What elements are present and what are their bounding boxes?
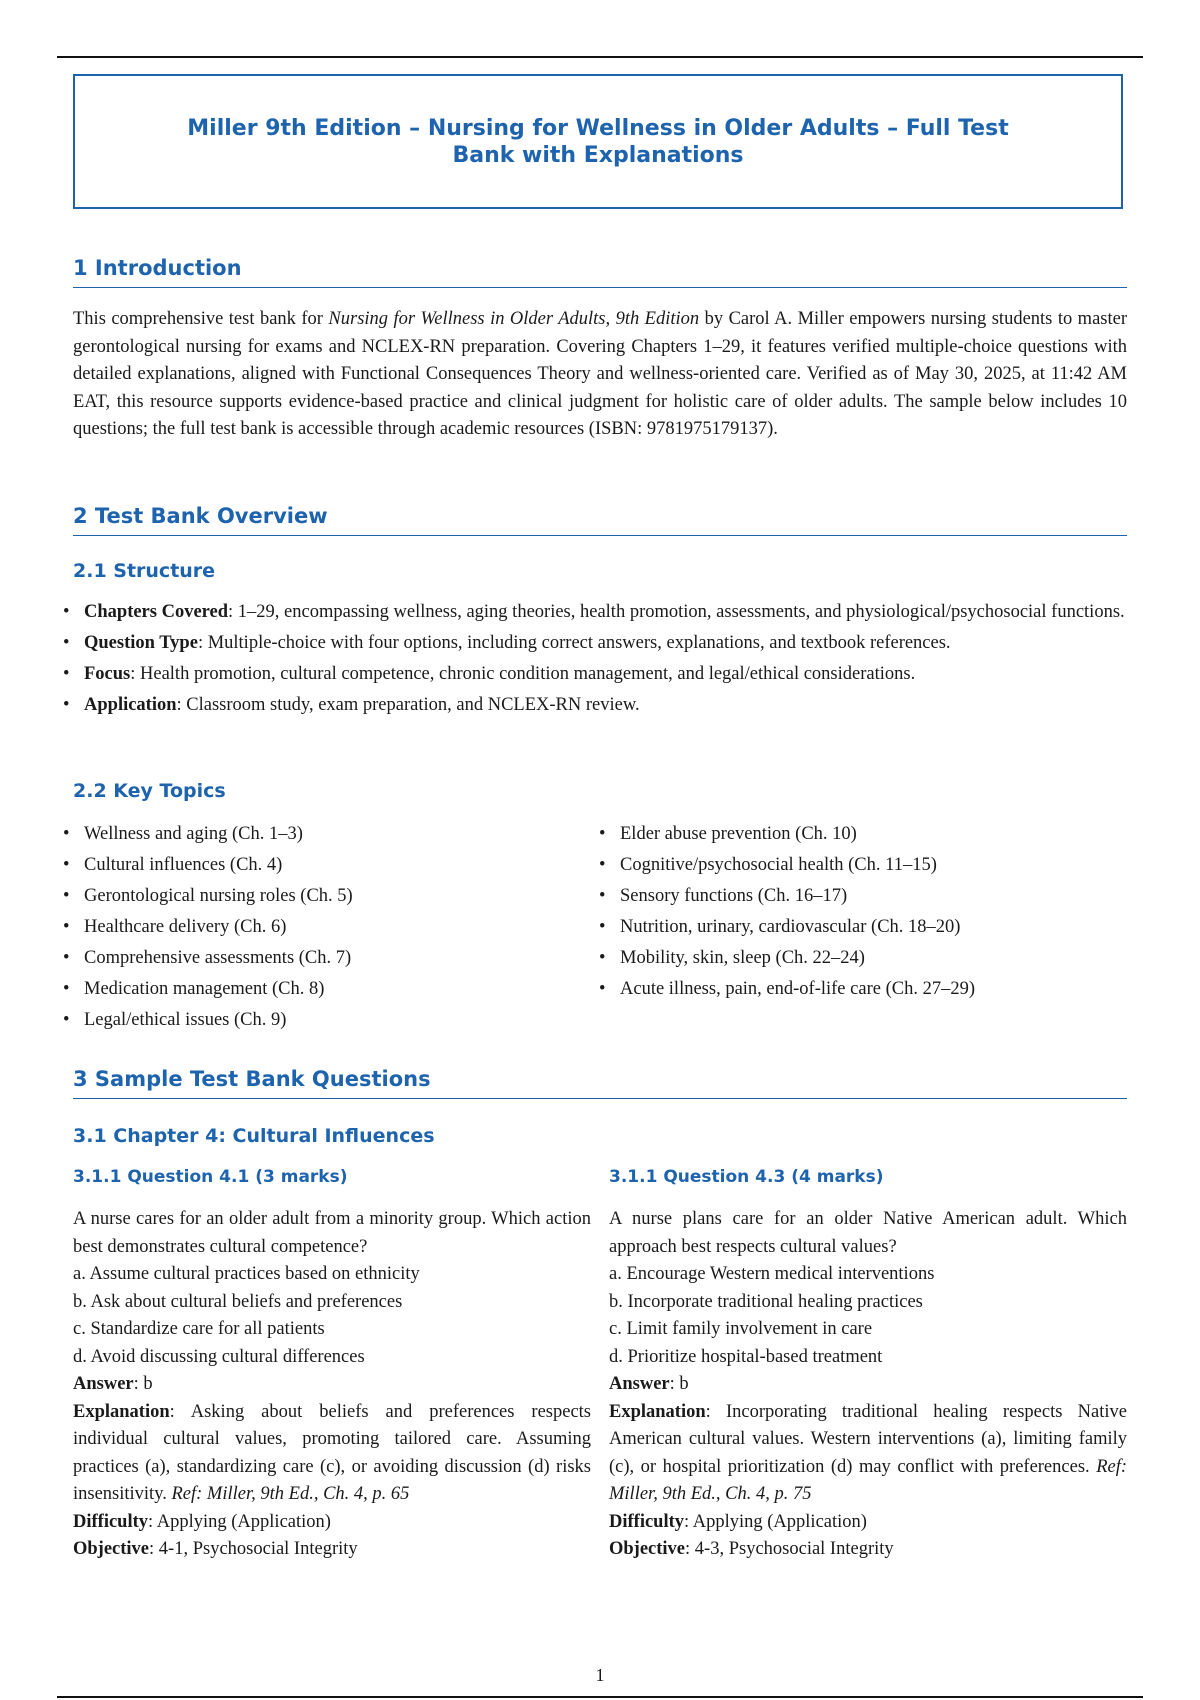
document-title: Miller 9th Edition – Nursing for Wellness in Older Adults – Full Test Bank with Explanations — [187, 115, 1009, 168]
intro-paragraph — [73, 306, 1127, 444]
section-sample-questions — [73, 1067, 1127, 1099]
intro-text-after: by Carol A. Miller empowers nursing students to master gerontological nursing for exams and NCLEX-RN preparation. Covering Chapters 1–29, it features verified multiple-choice questions with detailed explanations, aligned with Functional Consequences Theory and wellness-oriented care. Verified as of May 30, 2025, at 11:42 AM EAT, this resource supports evidence-based practice and clinical judgment for holistic care of older adults. The sample below includes 10 questions; the full test bank is accessible through academic resources (ISBN: 9781975179137). — [73, 309, 1127, 439]
list-item: • Elder abuse prevention (Ch. 10) — [609, 820, 1119, 848]
explanation: Explanation: Incorporating traditional healing respects Native American cultural values. Western interventions (a), limiting family (c), or hospital prioritization (d) may conflict with preferences. Ref: Miller, 9th Ed., Ch. 4, p. 75 — [609, 1401, 1127, 1504]
key-topics-heading: 2.2 Key Topics — [73, 780, 226, 802]
objective: Objective: 4-1, Psychosocial Integrity — [73, 1539, 358, 1559]
option: b. Ask about cultural beliefs and preferences — [73, 1291, 403, 1312]
difficulty: Difficulty: Applying (Application) — [609, 1511, 867, 1532]
bottom-rule — [57, 1696, 1143, 1698]
question-card — [73, 1206, 591, 1564]
intro-text-before: This comprehensive test bank for — [73, 309, 329, 329]
chapter-heading: 3.1 Chapter 4: Cultural Influences — [73, 1125, 435, 1147]
list-item: • Chapters Covered: 1–29, encompassing wellness, aging theories, health promotion, assessments, and physiological/psychosocial functions. — [73, 598, 1127, 626]
reference: Ref: Miller, 9th Ed., Ch. 4, p. 65 — [171, 1484, 410, 1504]
reference: Ref: Miller, 9th Ed., Ch. 4, p. 75 — [609, 1456, 1127, 1504]
list-item: • Mobility, skin, sleep (Ch. 22–24) — [609, 944, 1119, 972]
list-item: • Legal/ethical issues (Ch. 9) — [73, 1006, 573, 1034]
question-heading: 3.1.1 Question 4.1 (3 marks) — [73, 1167, 348, 1187]
option: c. Standardize care for all patients — [73, 1319, 325, 1339]
topics-list-left — [73, 820, 573, 1037]
list-item: • Question Type: Multiple-choice with four options, including correct answers, explanations, and textbook references. — [73, 629, 1127, 657]
list-item: • Cultural influences (Ch. 4) — [73, 851, 573, 879]
topics-list-right — [609, 820, 1119, 1006]
list-item: • Cognitive/psychosocial health (Ch. 11–15) — [609, 851, 1119, 879]
option: d. Prioritize hospital-based treatment — [609, 1346, 883, 1367]
list-item: • Gerontological nursing roles (Ch. 5) — [73, 882, 573, 910]
section-overview — [73, 504, 1127, 536]
list-item: • Medication management (Ch. 8) — [73, 975, 573, 1003]
option: b. Incorporate traditional healing practices — [609, 1291, 923, 1312]
list-item: • Comprehensive assessments (Ch. 7) — [73, 944, 573, 972]
question-card — [609, 1206, 1127, 1564]
list-item: • Wellness and aging (Ch. 1–3) — [73, 820, 573, 848]
structure-list — [73, 598, 1127, 722]
structure-heading: 2.1 Structure — [73, 560, 216, 582]
title-box — [73, 74, 1123, 209]
list-item: • Acute illness, pain, end-of-life care (Ch. 27–29) — [609, 975, 1119, 1003]
option: a. Encourage Western medical interventions — [609, 1264, 935, 1284]
answer: Answer: b — [609, 1374, 689, 1394]
top-rule — [57, 56, 1143, 58]
list-item: • Focus: Health promotion, cultural competence, chronic condition management, and legal/ethical considerations. — [73, 660, 1127, 688]
list-item: • Sensory functions (Ch. 16–17) — [609, 882, 1119, 910]
option: c. Limit family involvement in care — [609, 1319, 873, 1339]
option: a. Assume cultural practices based on ethnicity — [73, 1264, 420, 1284]
list-item: • Nutrition, urinary, cardiovascular (Ch. 18–20) — [609, 913, 1119, 941]
difficulty: Difficulty: Applying (Application) — [73, 1511, 331, 1532]
book-title: Nursing for Wellness in Older Adults, 9th Edition — [328, 309, 700, 329]
explanation: Explanation: Asking about beliefs and preferences respects individual cultural values, promoting tailored care. Assuming practices (a), standardizing care (c), or avoiding discussion (d) risks insensitivity. Ref: Miller, 9th Ed., Ch. 4, p. 65 — [73, 1401, 591, 1504]
question-stem: A nurse plans care for an older Native American adult. Which approach best respects cultural values? — [609, 1209, 1127, 1257]
option: d. Avoid discussing cultural differences — [73, 1346, 365, 1367]
section-heading: 2 Test Bank Overview — [73, 504, 1127, 536]
list-item: • Application: Classroom study, exam preparation, and NCLEX-RN review. — [73, 691, 1127, 719]
section-introduction — [73, 256, 1127, 288]
objective: Objective: 4-3, Psychosocial Integrity — [609, 1539, 894, 1559]
section-heading: 3 Sample Test Bank Questions — [73, 1067, 1127, 1099]
page-number: 1 — [595, 1665, 605, 1685]
question-heading: 3.1.1 Question 4.3 (4 marks) — [609, 1167, 884, 1187]
section-heading: 1 Introduction — [73, 256, 1127, 288]
answer: Answer: b — [73, 1374, 153, 1394]
question-stem: A nurse cares for an older adult from a minority group. Which action best demonstrates cultural competence? — [73, 1209, 591, 1257]
list-item: • Healthcare delivery (Ch. 6) — [73, 913, 573, 941]
